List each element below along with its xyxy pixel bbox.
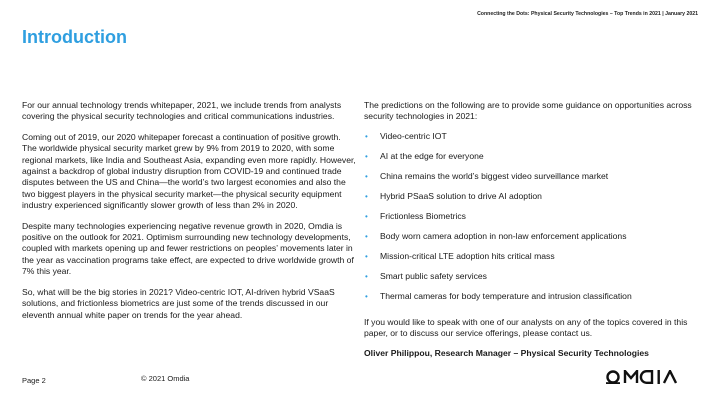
list-item-text: Body worn camera adoption in non-law enforcement applications xyxy=(380,230,627,241)
list-item-text: China remains the world’s biggest video surveillance market xyxy=(380,170,609,181)
list-item xyxy=(364,271,694,291)
list-item-text: Hybrid PSaaS solution to drive AI adoption xyxy=(380,190,542,201)
predictions-intro: The predictions on the following are to provide some guidance on opportunities across security technologies in 2021: xyxy=(364,100,692,122)
list-item-text: AI at the edge for everyone xyxy=(380,150,484,161)
omdia-logo-icon xyxy=(606,370,696,384)
bullet-icon: • xyxy=(365,171,368,181)
predictions-list xyxy=(364,131,694,311)
paragraph: Coming out of 2019, our 2020 whitepaper forecast a continuation of positive growth. The worldwide physical security market grew by 9% from 2019 to 2020, with some regional markets, like India and Southeast Asia, expanding even more rapidly. However, against a backdrop of global industry disruption from COVID-19 and continued trade disputes between the US and China—the world’s two largest economies and also the two biggest players in the physical security market—the physical security equipment industry experienced significantly slower growth of less than 2% in 2020. xyxy=(22,131,356,211)
copyright-notice: © 2021 Omdia xyxy=(141,374,190,383)
bullet-icon: • xyxy=(365,271,368,281)
closing-paragraph: If you would like to speak with one of our analysts on any of the topics covered in this paper, or to discuss our service offerings, please contact us. xyxy=(364,316,688,339)
list-item xyxy=(364,151,694,171)
bullet-icon: • xyxy=(365,231,368,241)
bullet-icon: • xyxy=(365,291,368,301)
list-item-text: Smart public safety services xyxy=(380,270,487,281)
list-item xyxy=(364,231,694,251)
omdia-logo xyxy=(606,370,696,389)
list-item xyxy=(364,131,694,151)
paragraph: So, what will be the big stories in 2021? Video-centric IOT, AI-driven hybrid VSaaS solutions, and frictionless biometrics are just some of the trends discussed in our eleventh annual white paper on trends for the year ahead. xyxy=(22,286,335,320)
page-number: Page 2 xyxy=(22,376,46,385)
list-item-text: Mission-critical LTE adoption hits critical mass xyxy=(380,250,555,261)
list-item-text: Thermal cameras for body temperature and intrusion classification xyxy=(380,290,632,301)
list-item xyxy=(364,291,694,311)
right-column xyxy=(364,100,694,359)
list-item-text: Frictionless Biometrics xyxy=(380,210,466,221)
paragraph: For our annual technology trends whitepaper, 2021, we include trends from analysts covering the physical security technologies and critical communications industries. xyxy=(22,100,342,122)
bullet-icon: • xyxy=(365,191,368,201)
list-item xyxy=(364,251,694,271)
author-signature: Oliver Philippou, Research Manager – Physical Security Technologies xyxy=(364,347,649,358)
list-item xyxy=(364,171,694,191)
bullet-icon: • xyxy=(365,251,368,261)
list-item xyxy=(364,211,694,231)
list-item-text: Video-centric IOT xyxy=(380,130,447,141)
bullet-icon: • xyxy=(365,151,368,161)
bullet-icon: • xyxy=(365,211,368,221)
running-header: Connecting the Dots: Physical Security Technologies – Top Trends in 2021 | January 2021 xyxy=(477,11,698,17)
list-item xyxy=(364,191,694,211)
bullet-icon: • xyxy=(365,131,368,141)
page-title: Introduction xyxy=(22,27,127,47)
paragraph: Despite many technologies experiencing negative revenue growth in 2020, Omdia is positive on the outlook for 2021. Optimism surrounding new technology developments, coupled with markets opening up and fewer restrictions on peoples’ movements later in the year as vaccination programs take effect, are expected to drive worldwide growth of 7% this year. xyxy=(22,220,354,277)
left-column xyxy=(22,100,357,330)
